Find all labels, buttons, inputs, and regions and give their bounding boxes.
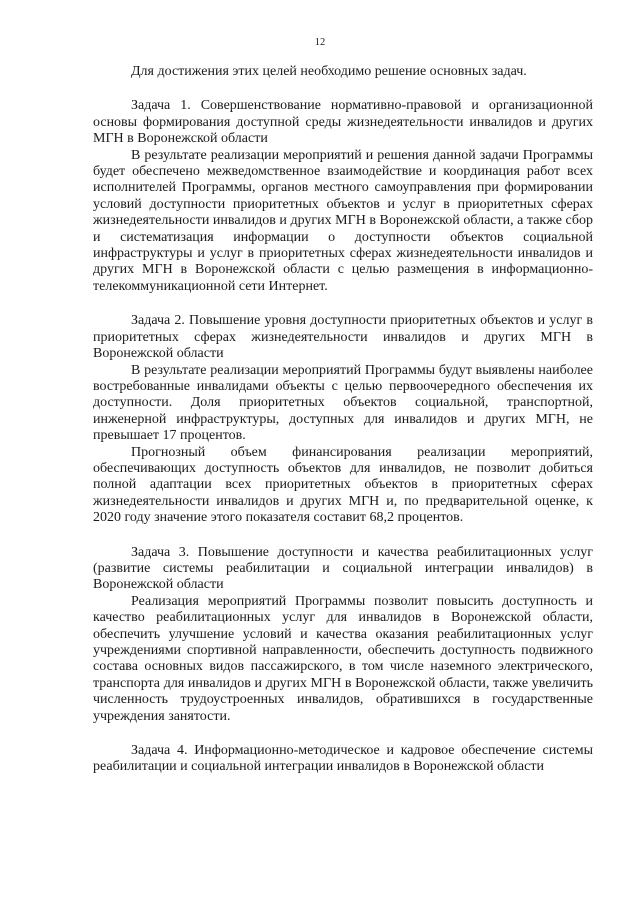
document-body	[93, 64, 593, 776]
page-number: 12	[314, 37, 326, 48]
task-2-section	[93, 313, 593, 526]
task-3-title: Задача 3. Повышение доступности и качества реабилитационных услуг (развитие системы реабилитации и социальной интеграции инвалидов) в Воронежской области	[93, 544, 593, 593]
task-3-section	[93, 545, 593, 725]
task-1-title: Задача 1. Совершенствование нормативно-правовой и организационной основы формирования доступной среды жизнедеятельности инвалидов и других МГН в Воронежской области	[93, 98, 593, 147]
task-4-title: Задача 4. Информационно-методическое и кадровое обеспечение системы реабилитации и социальной интеграции инвалидов в Воронежской области	[93, 743, 593, 775]
task-2-title: Задача 2. Повышение уровня доступности приоритетных объектов и услуг в приоритетных сферах жизнедеятельности инвалидов и других МГН в Воронежской области	[93, 313, 593, 362]
task-2-paragraph-1: В результате реализации мероприятий Программы будут выявлены наиболее востребованные инвалидами объекты с целью первоочередного обеспечения их доступности. Доля приоритетных объектов социальной, транспортной, инженерной инфраструктуры, доступных для инвалидов и других МГН, не превышает 17 процентов.	[93, 362, 593, 444]
task-2-paragraph-2: Прогнозный объем финансирования реализации мероприятий, обеспечивающих доступность объектов для инвалидов, не позволит добиться полной адаптации всех приоритетных объектов в приоритетных сферах жизнедеятельности инвалидов и других МГН и, по предварительной оценке, к 2020 году значение этого показателя составит 68,2 процентов.	[93, 444, 593, 526]
task-1-paragraph-1: В результате реализации мероприятий и решения данной задачи Программы будет обеспечено межведомственное взаимодействие и координация работ всех исполнителей Программы, органов местного самоуправления при формировании условий доступности приоритетных объектов и услуг в приоритетных сферах жизнедеятельности инвалидов и других МГН в Воронежской области, а также сбор и систематизация информации о доступности объектов социальной инфраструктуры и услуг в приоритетных сферах жизнедеятельности инвалидов и других МГН в Воронежской области с целью размещения в информационно-телекоммуникационной сети Интернет.	[93, 147, 593, 294]
intro-paragraph: Для достижения этих целей необходимо решение основных задач.	[131, 64, 527, 79]
task-3-paragraph-1: Реализация мероприятий Программы позволит повысить доступность и качество реабилитационных услуг для инвалидов в Воронежской области, обеспечить улучшение условий и качества оказания реабилитационных услуг учреждениями спортивной направленности, обеспечить доступность подвижного состава основных видов пассажирского, в том числе наземного электрического, транспорта для инвалидов и других МГН в Воронежской области, также увеличить численность трудоустроенных инвалидов, обратившихся в государственные учреждения занятости.	[93, 593, 593, 724]
task-4-section	[93, 743, 593, 776]
task-1-section	[93, 98, 593, 295]
